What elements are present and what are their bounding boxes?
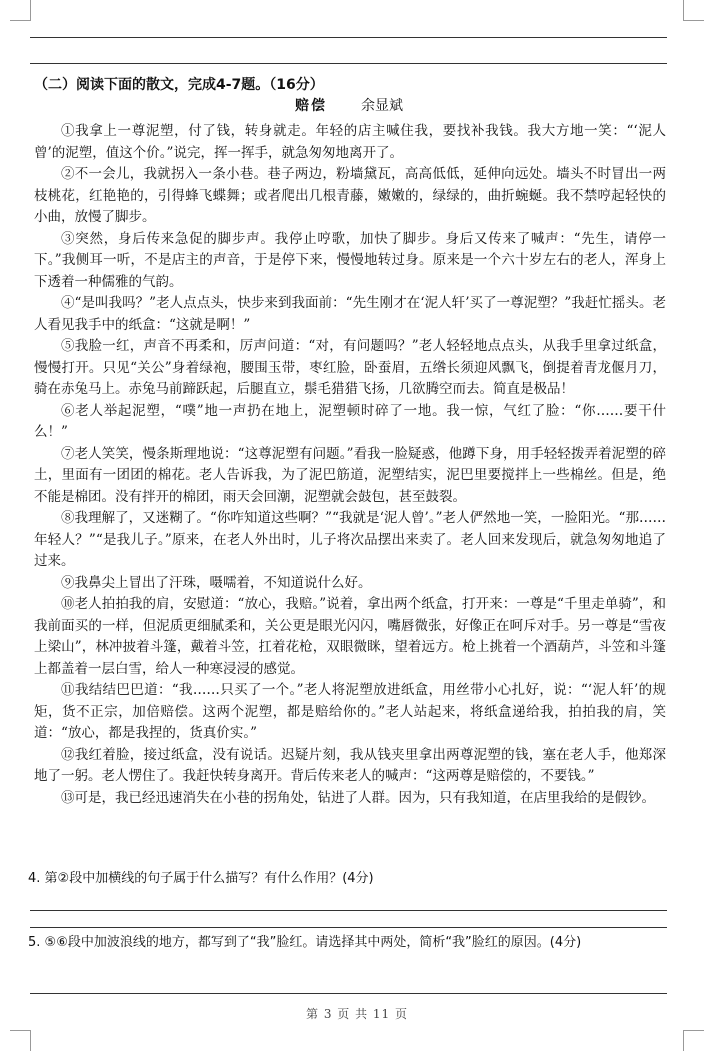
article-body <box>34 121 666 809</box>
crop-mark-top-right <box>683 0 704 21</box>
paragraph: ⑥老人举起泥塑，“噗”地一声扔在地上，泥塑顿时碎了一地。我一惊，气红了脸：“你……要干什么！” <box>34 402 666 440</box>
answer-line-top <box>30 37 667 38</box>
paragraph: ①我拿上一尊泥塑，付了钱，转身就走。年轻的店主喊住我，要找补我钱。我大方地一笑：“‘泥人曾’的泥塑，值这个价。”说完，挥一挥手，就急匆匆地离开了。 <box>34 123 666 161</box>
paragraph: ②不一会儿，我就拐入一条小巷。巷子两边，粉墙黛瓦，高高低低，延伸向远处。墙头不时冒出一两枝桃花，红艳艳的，引得蜂飞蝶舞；或者爬出几根青藤，嫩嫩的，绿绿的，曲折蜿蜒。我不禁哼起轻快的小曲，放慢了脚步。 <box>34 166 666 225</box>
crop-mark-top-left <box>10 0 31 21</box>
paragraph: ⑩老人拍拍我的肩，安慰道：“放心，我赔。”说着，拿出两个纸盒，打开来：一尊是“千里走单骑”，和我前面买的一样，但泥质更细腻柔和，关公更是眼光闪闪，嘴唇微张，好像正在呵斥对手。另一尊是“雪夜上梁山”，林冲披着斗篷，戴着斗笠，扛着花枪，双眼微眯，望着远方。枪上挑着一个酒葫芦，斗笠和斗篷上都盖着一层白雪，给人一种寒浸浸的感觉。 <box>34 596 666 677</box>
section-header: （二）阅读下面的散文，完成4-7题。（16分） <box>34 77 324 93</box>
answer-line-q4-b <box>30 927 667 928</box>
paragraph: ⑨我鼻尖上冒出了汗珠，嗫嚅着，不知道说什么好。 <box>61 574 372 591</box>
crop-mark-bottom-right <box>683 1030 704 1051</box>
question-5: 5. ⑤⑥段中加波浪线的地方，都写到了“我”脸红。请选择其中两处，简析“我”脸红的原因。(4分) <box>28 935 582 950</box>
paragraph: ⑬可是，我已经迅速消失在小巷的拐角处，钻进了人群。因为，只有我知道，在店里我给的是假钞。 <box>61 789 655 806</box>
paragraph: ④“是叫我吗？”老人点点头，快步来到我面前：“先生刚才在‘泥人轩’买了一尊泥塑？”我赶忙摇头。老人看见我手中的纸盒：“这就是啊！” <box>34 295 666 333</box>
answer-line-q5 <box>30 993 667 994</box>
answer-line-q4-a <box>30 910 667 911</box>
paragraph: ⑧我理解了，又迷糊了。“你咋知道这些啊？”“我就是‘泥人曾’。”老人俨然地一笑，一脸阳光。“那……年轻人？”“是我儿子。”原来，在老人外出时，儿子将次品摆出来卖了。老人回来发现后，就急匆匆地追了过来。 <box>34 510 666 569</box>
article-author: 余显斌 <box>361 98 403 114</box>
paragraph: ⑤我脸一红，声音不再柔和，厉声问道：“对，有问题吗？”老人轻轻地点点头，从我手里拿过纸盒，慢慢打开。只见“关公”身着绿袍，腰围玉带，枣红脸，卧蚕眉，五绺长须迎风飘飞，倒提着青龙偃月刀，骑在赤兔马上。赤兔马前蹄跃起，后腿直立，鬃毛猎猎飞扬，几欲腾空而去。简直是极品！ <box>34 338 666 397</box>
answer-line-top-2 <box>30 63 667 64</box>
crop-mark-bottom-left <box>10 1030 31 1051</box>
question-4: 4. 第②段中加横线的句子属于什么描写？有什么作用？(4分) <box>28 871 374 886</box>
article-title-line <box>34 97 664 115</box>
article-title: 赔偿 <box>295 98 327 114</box>
paragraph: ⑫我红着脸，接过纸盒，没有说话。迟疑片刻，我从钱夹里拿出两尊泥塑的钱，塞在老人手，他郑深地了一躬。老人愣住了。我赶快转身离开。背后传来老人的喊声：“这两尊是赔偿的，不要钱。” <box>34 746 666 784</box>
paragraph: ③突然，身后传来急促的脚步声。我停止哼歌，加快了脚步。身后又传来了喊声：“先生，请停一下。”我侧耳一听，不是店主的声音，于是停下来，慢慢地转过身。原来是一个六十岁左右的老人，浑身上下透着一种儒雅的气韵。 <box>34 230 666 290</box>
paragraph: ⑪我结结巴巴道：“我……只买了一个。”老人将泥塑放进纸盒，用丝带小心扎好，说：“‘泥人轩’的规矩，货不正宗，加倍赔偿。这两个泥塑，都是赔给你的。”老人站起来，将纸盒递给我，拍拍我的肩，笑道：“放心，都是我捏的，货真价实。” <box>34 682 666 741</box>
paragraph: ⑦老人笑笑，慢条斯理地说：“这尊泥塑有问题。”看我一脸疑惑，他蹲下身，用手轻轻拨弄着泥塑的碎土，里面有一团团的棉花。老人告诉我，为了泥巴筋道，泥塑结实，泥巴里要搅拌上一些棉丝。但是，绝不能是棉团。没有拌开的棉团，雨天会回潮，泥塑就会鼓包，甚至鼓裂。 <box>34 445 666 505</box>
page-footer: 第 3 页 共 11 页 <box>306 1007 408 1021</box>
